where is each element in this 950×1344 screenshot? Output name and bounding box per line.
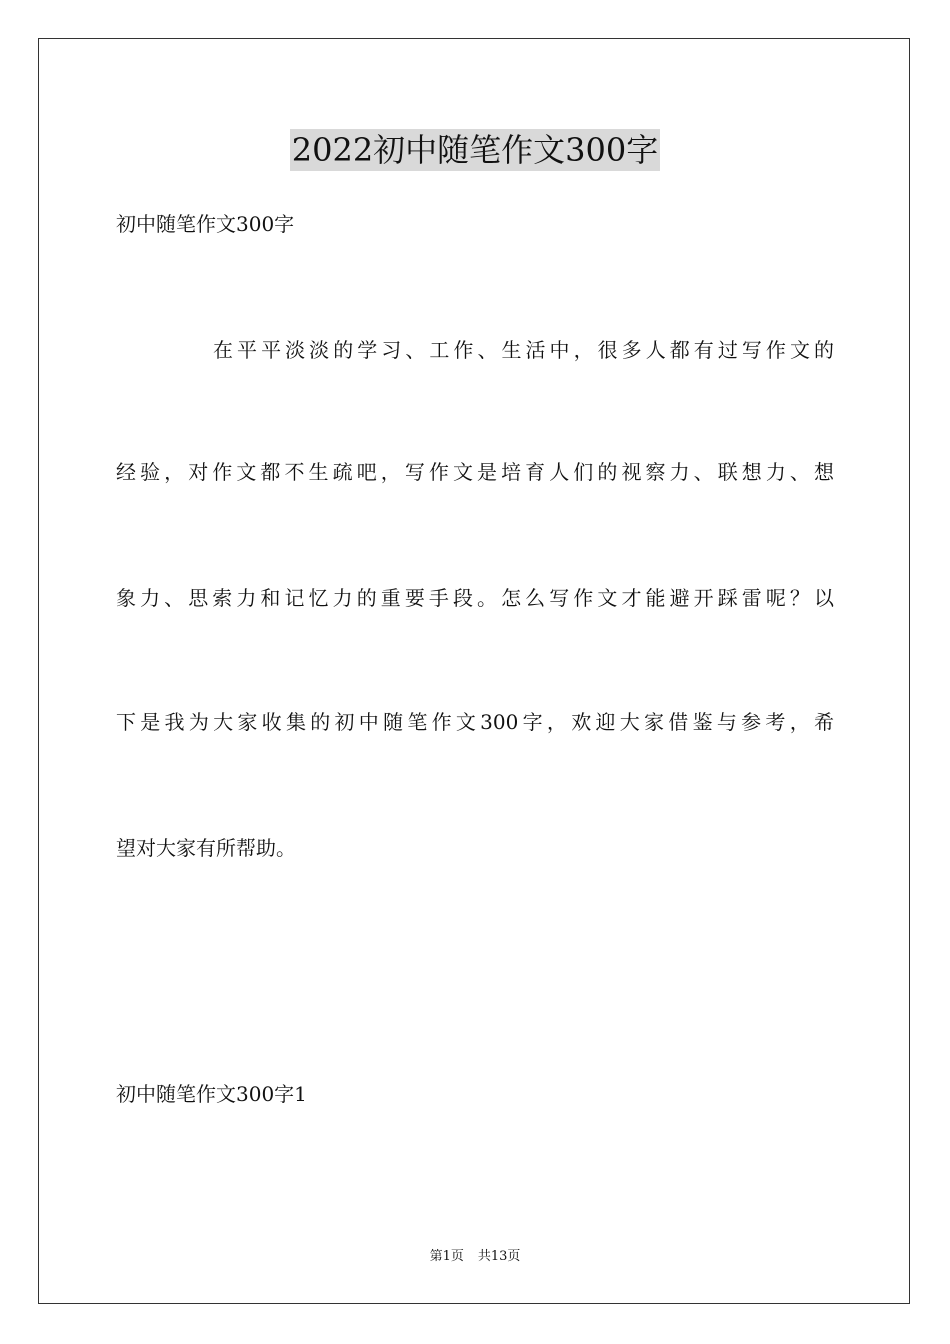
page-number: 第1页 xyxy=(429,1249,464,1264)
page-footer xyxy=(0,1248,950,1266)
intro-line-3: 象力、思索力和记忆力的重要手段。怎么写作文才能避开踩雷呢？以 xyxy=(116,586,834,610)
section-heading: 初中随笔作文300字1 xyxy=(116,1082,307,1106)
intro-line-2: 经验，对作文都不生疏吧，写作文是培育人们的视察力、联想力、想 xyxy=(116,460,834,484)
intro-line-4: 下是我为大家收集的初中随笔作文300字，欢迎大家借鉴与参考，希 xyxy=(116,710,834,734)
page-total: 共13页 xyxy=(477,1249,521,1264)
document-title-text: 2022初中随笔作文300字 xyxy=(291,131,659,169)
document-subtitle: 初中随笔作文300字 xyxy=(116,212,295,236)
intro-line-1: 在平平淡淡的学习、工作、生活中，很多人都有过写作文的 xyxy=(213,338,834,362)
intro-line-5: 望对大家有所帮助。 xyxy=(116,836,296,860)
document-title xyxy=(0,128,950,172)
